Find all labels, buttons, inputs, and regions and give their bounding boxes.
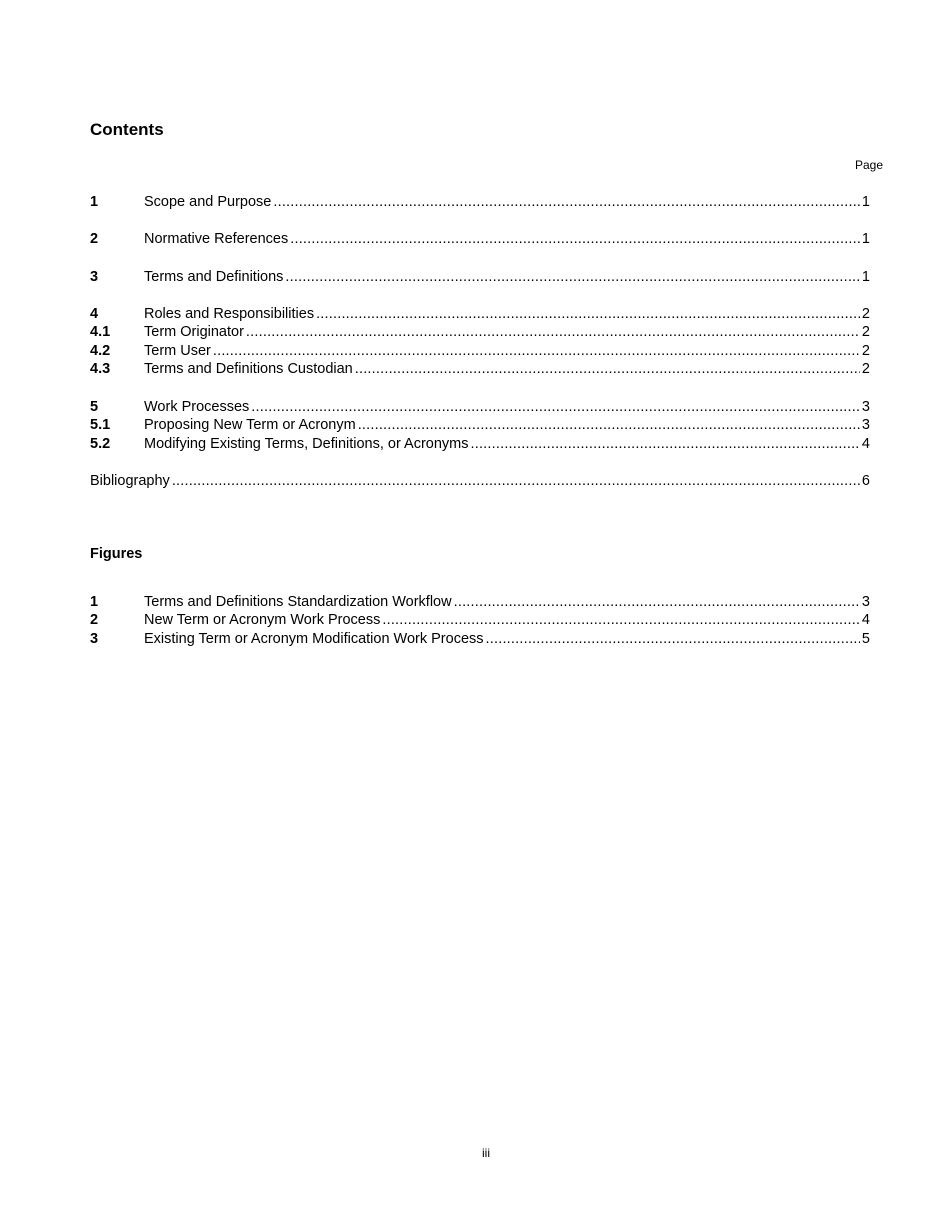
figure-page-number: 3 xyxy=(861,594,870,610)
toc-entry[interactable] xyxy=(90,323,870,341)
figure-title: Terms and Definitions Standardization Workflow xyxy=(144,594,452,610)
toc-page-number: 1 xyxy=(861,269,870,285)
toc-number: 5 xyxy=(90,399,99,415)
toc-entry[interactable] xyxy=(90,268,870,286)
figure-number: 3 xyxy=(90,631,99,647)
toc-entry[interactable] xyxy=(90,230,870,248)
figure-entry[interactable] xyxy=(90,593,870,611)
toc-entry-bibliography[interactable] xyxy=(90,472,870,490)
toc-title: Term Originator xyxy=(144,324,244,340)
page-column-label: Page xyxy=(854,158,883,172)
figure-page-number: 4 xyxy=(861,612,870,628)
toc-leader-dots xyxy=(316,305,860,323)
toc-entry[interactable] xyxy=(90,305,870,323)
figure-entry[interactable] xyxy=(90,611,870,629)
page-title: Contents xyxy=(90,120,164,139)
toc-page-number: 1 xyxy=(861,194,870,210)
toc-leader-dots xyxy=(213,342,860,360)
toc-leader-dots xyxy=(246,323,860,341)
toc-leader-dots xyxy=(172,472,860,490)
toc-page-number: 2 xyxy=(861,343,870,359)
toc-page-number: 6 xyxy=(861,473,870,489)
figure-page-number: 5 xyxy=(861,631,870,647)
toc-number: 4 xyxy=(90,306,99,322)
toc-leader-dots xyxy=(355,360,860,378)
toc-page-number: 3 xyxy=(861,417,870,433)
toc-title: Term User xyxy=(144,343,211,359)
toc-leader-dots xyxy=(251,398,860,416)
toc-number: 5.1 xyxy=(90,417,111,433)
toc-title: Terms and Definitions Custodian xyxy=(144,361,353,377)
toc-entry[interactable] xyxy=(90,416,870,434)
toc-title: Work Processes xyxy=(144,399,250,415)
toc-number: 4.2 xyxy=(90,343,111,359)
figure-number: 2 xyxy=(90,612,99,628)
toc-page-number: 2 xyxy=(861,306,870,322)
toc-entry[interactable] xyxy=(90,435,870,453)
toc-leader-dots xyxy=(382,611,860,629)
figure-entry[interactable] xyxy=(90,630,870,648)
figure-number: 1 xyxy=(90,594,99,610)
figure-title: Existing Term or Acronym Modification Work Process xyxy=(144,631,484,647)
toc-leader-dots xyxy=(273,193,860,211)
toc-page-number: 1 xyxy=(861,231,870,247)
toc-title: Terms and Definitions xyxy=(144,269,284,285)
toc-page-number: 2 xyxy=(861,324,870,340)
toc-page-number: 2 xyxy=(861,361,870,377)
toc-leader-dots xyxy=(290,230,860,248)
toc-number: 4.1 xyxy=(90,324,111,340)
toc-page-number: 3 xyxy=(861,399,870,415)
footer-page-number: iii xyxy=(482,1146,490,1160)
figure-title: New Term or Acronym Work Process xyxy=(144,612,381,628)
toc-number: 2 xyxy=(90,231,99,247)
toc-leader-dots xyxy=(285,268,860,286)
toc-number: 3 xyxy=(90,269,99,285)
toc-entry[interactable] xyxy=(90,398,870,416)
toc-leader-dots xyxy=(454,593,860,611)
figures-heading: Figures xyxy=(90,546,143,562)
toc-title: Scope and Purpose xyxy=(144,194,272,210)
toc-entry[interactable] xyxy=(90,342,870,360)
toc-leader-dots xyxy=(358,416,860,434)
toc-title: Bibliography xyxy=(90,473,170,489)
toc-number: 4.3 xyxy=(90,361,111,377)
toc-entry[interactable] xyxy=(90,360,870,378)
toc-title: Normative References xyxy=(144,231,289,247)
toc-title: Modifying Existing Terms, Definitions, or Acronyms xyxy=(144,436,469,452)
toc-leader-dots xyxy=(486,630,860,648)
toc-number: 5.2 xyxy=(90,436,111,452)
toc-title: Proposing New Term or Acronym xyxy=(144,417,356,433)
toc-title: Roles and Responsibilities xyxy=(144,306,315,322)
toc-page-number: 4 xyxy=(861,436,870,452)
toc-leader-dots xyxy=(471,435,860,453)
toc-number: 1 xyxy=(90,194,99,210)
toc-entry[interactable] xyxy=(90,193,870,211)
